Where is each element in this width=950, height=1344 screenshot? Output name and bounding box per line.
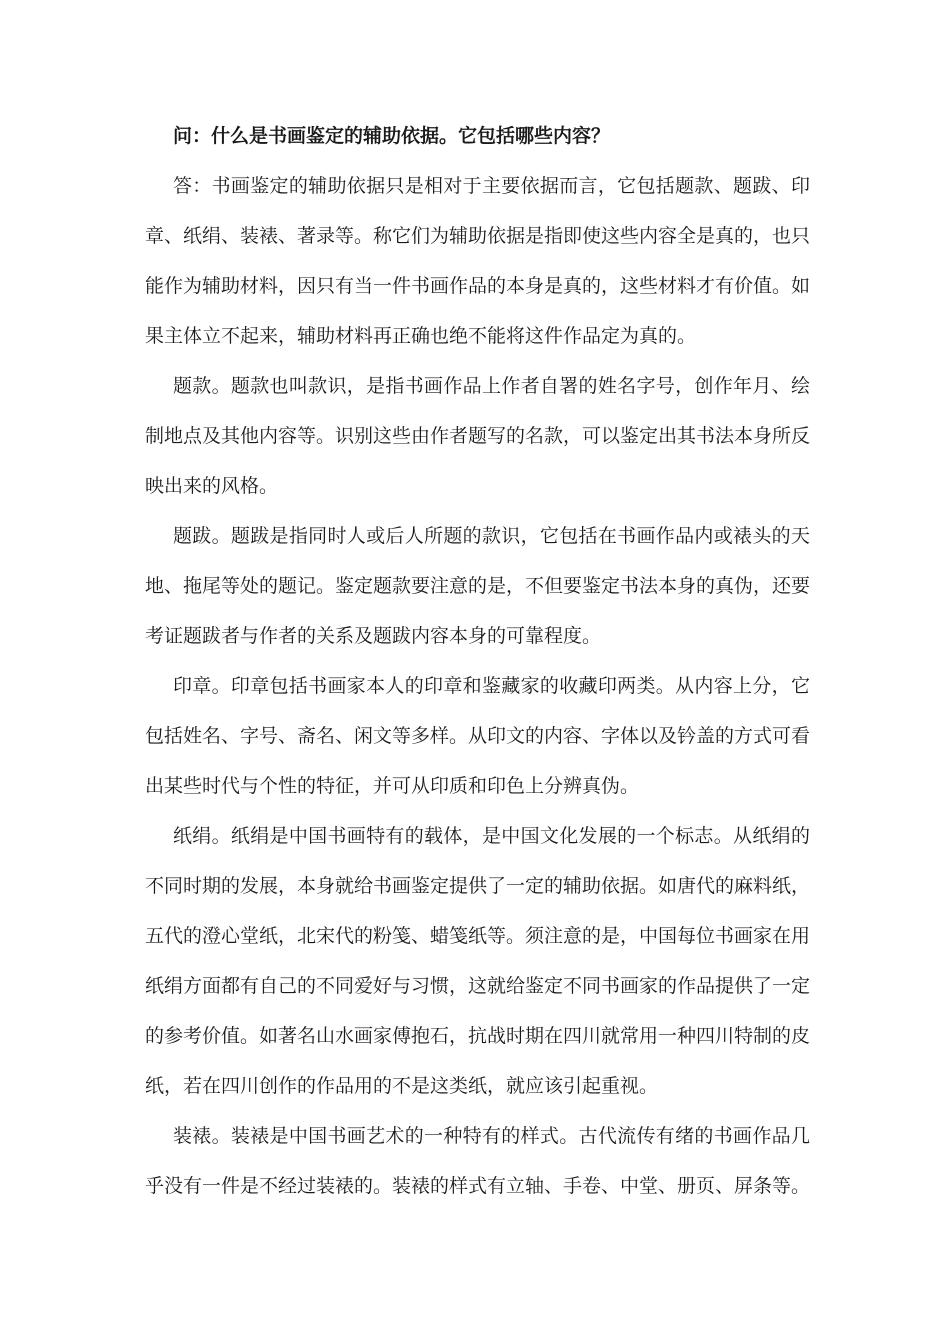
- paragraph-mounting: 装裱。装裱是中国书画艺术的一种特有的样式。古代流传有绪的书画作品几乎没有一件是不经过装裱的。装裱的样式有立轴、手卷、中堂、册页、屏条等。: [145, 1125, 811, 1197]
- paragraph-seal: 印章。印章包括书画家本人的印章和鉴藏家的收藏印两类。从内容上分，它包括姓名、字号、斋名、闲文等多样。从印文的内容、字体以及钤盖的方式可看出某些时代与个性的特征，并可从印质和印色上分辨真伪。: [145, 675, 811, 797]
- paragraph-paper-silk: 纸绢。纸绢是中国书画特有的载体，是中国文化发展的一个标志。从纸绢的不同时期的发展，本身就给书画鉴定提供了一定的辅助依据。如唐代的麻料纸，五代的澄心堂纸，北宋代的粉笺、蜡笺纸等。须注意的是，中国每位书画家在用纸绢方面都有自己的不同爱好与习惯，这就给鉴定不同书画家的作品提供了一定的参考价值。如著名山水画家傅抱石，抗战时期在四川就常用一种四川特制的皮纸，若在四川创作的作品用的不是这类纸，就应该引起重视。: [145, 825, 811, 1097]
- document-body: [145, 111, 810, 1211]
- paragraph-colophon: 题跋。题跋是指同时人或后人所题的款识，它包括在书画作品内或裱头的天地、拖尾等处的题记。鉴定题款要注意的是，不但要鉴定书法本身的真伪，还要考证题跋者与作者的关系及题跋内容本身的可靠程度。: [145, 525, 811, 647]
- answer-paragraph: 答：书画鉴定的辅助依据只是相对于主要依据而言，它包括题款、题跋、印章、纸绢、装裱、著录等。称它们为辅助依据是指即使这些内容全是真的，也只能作为辅助材料，因只有当一件书画作品的本身是真的，这些材料才有价值。如果主体立不起来，辅助材料再正确也绝不能将这件作品定为真的。: [145, 175, 811, 347]
- paragraph-inscription: 题款。题款也叫款识，是指书画作品上作者自署的姓名字号，创作年月、绘制地点及其他内容等。识别这些由作者题写的名款，可以鉴定出其书法本身所反映出来的风格。: [145, 375, 811, 497]
- question-heading: 问：什么是书画鉴定的辅助依据。它包括哪些内容？: [173, 125, 611, 147]
